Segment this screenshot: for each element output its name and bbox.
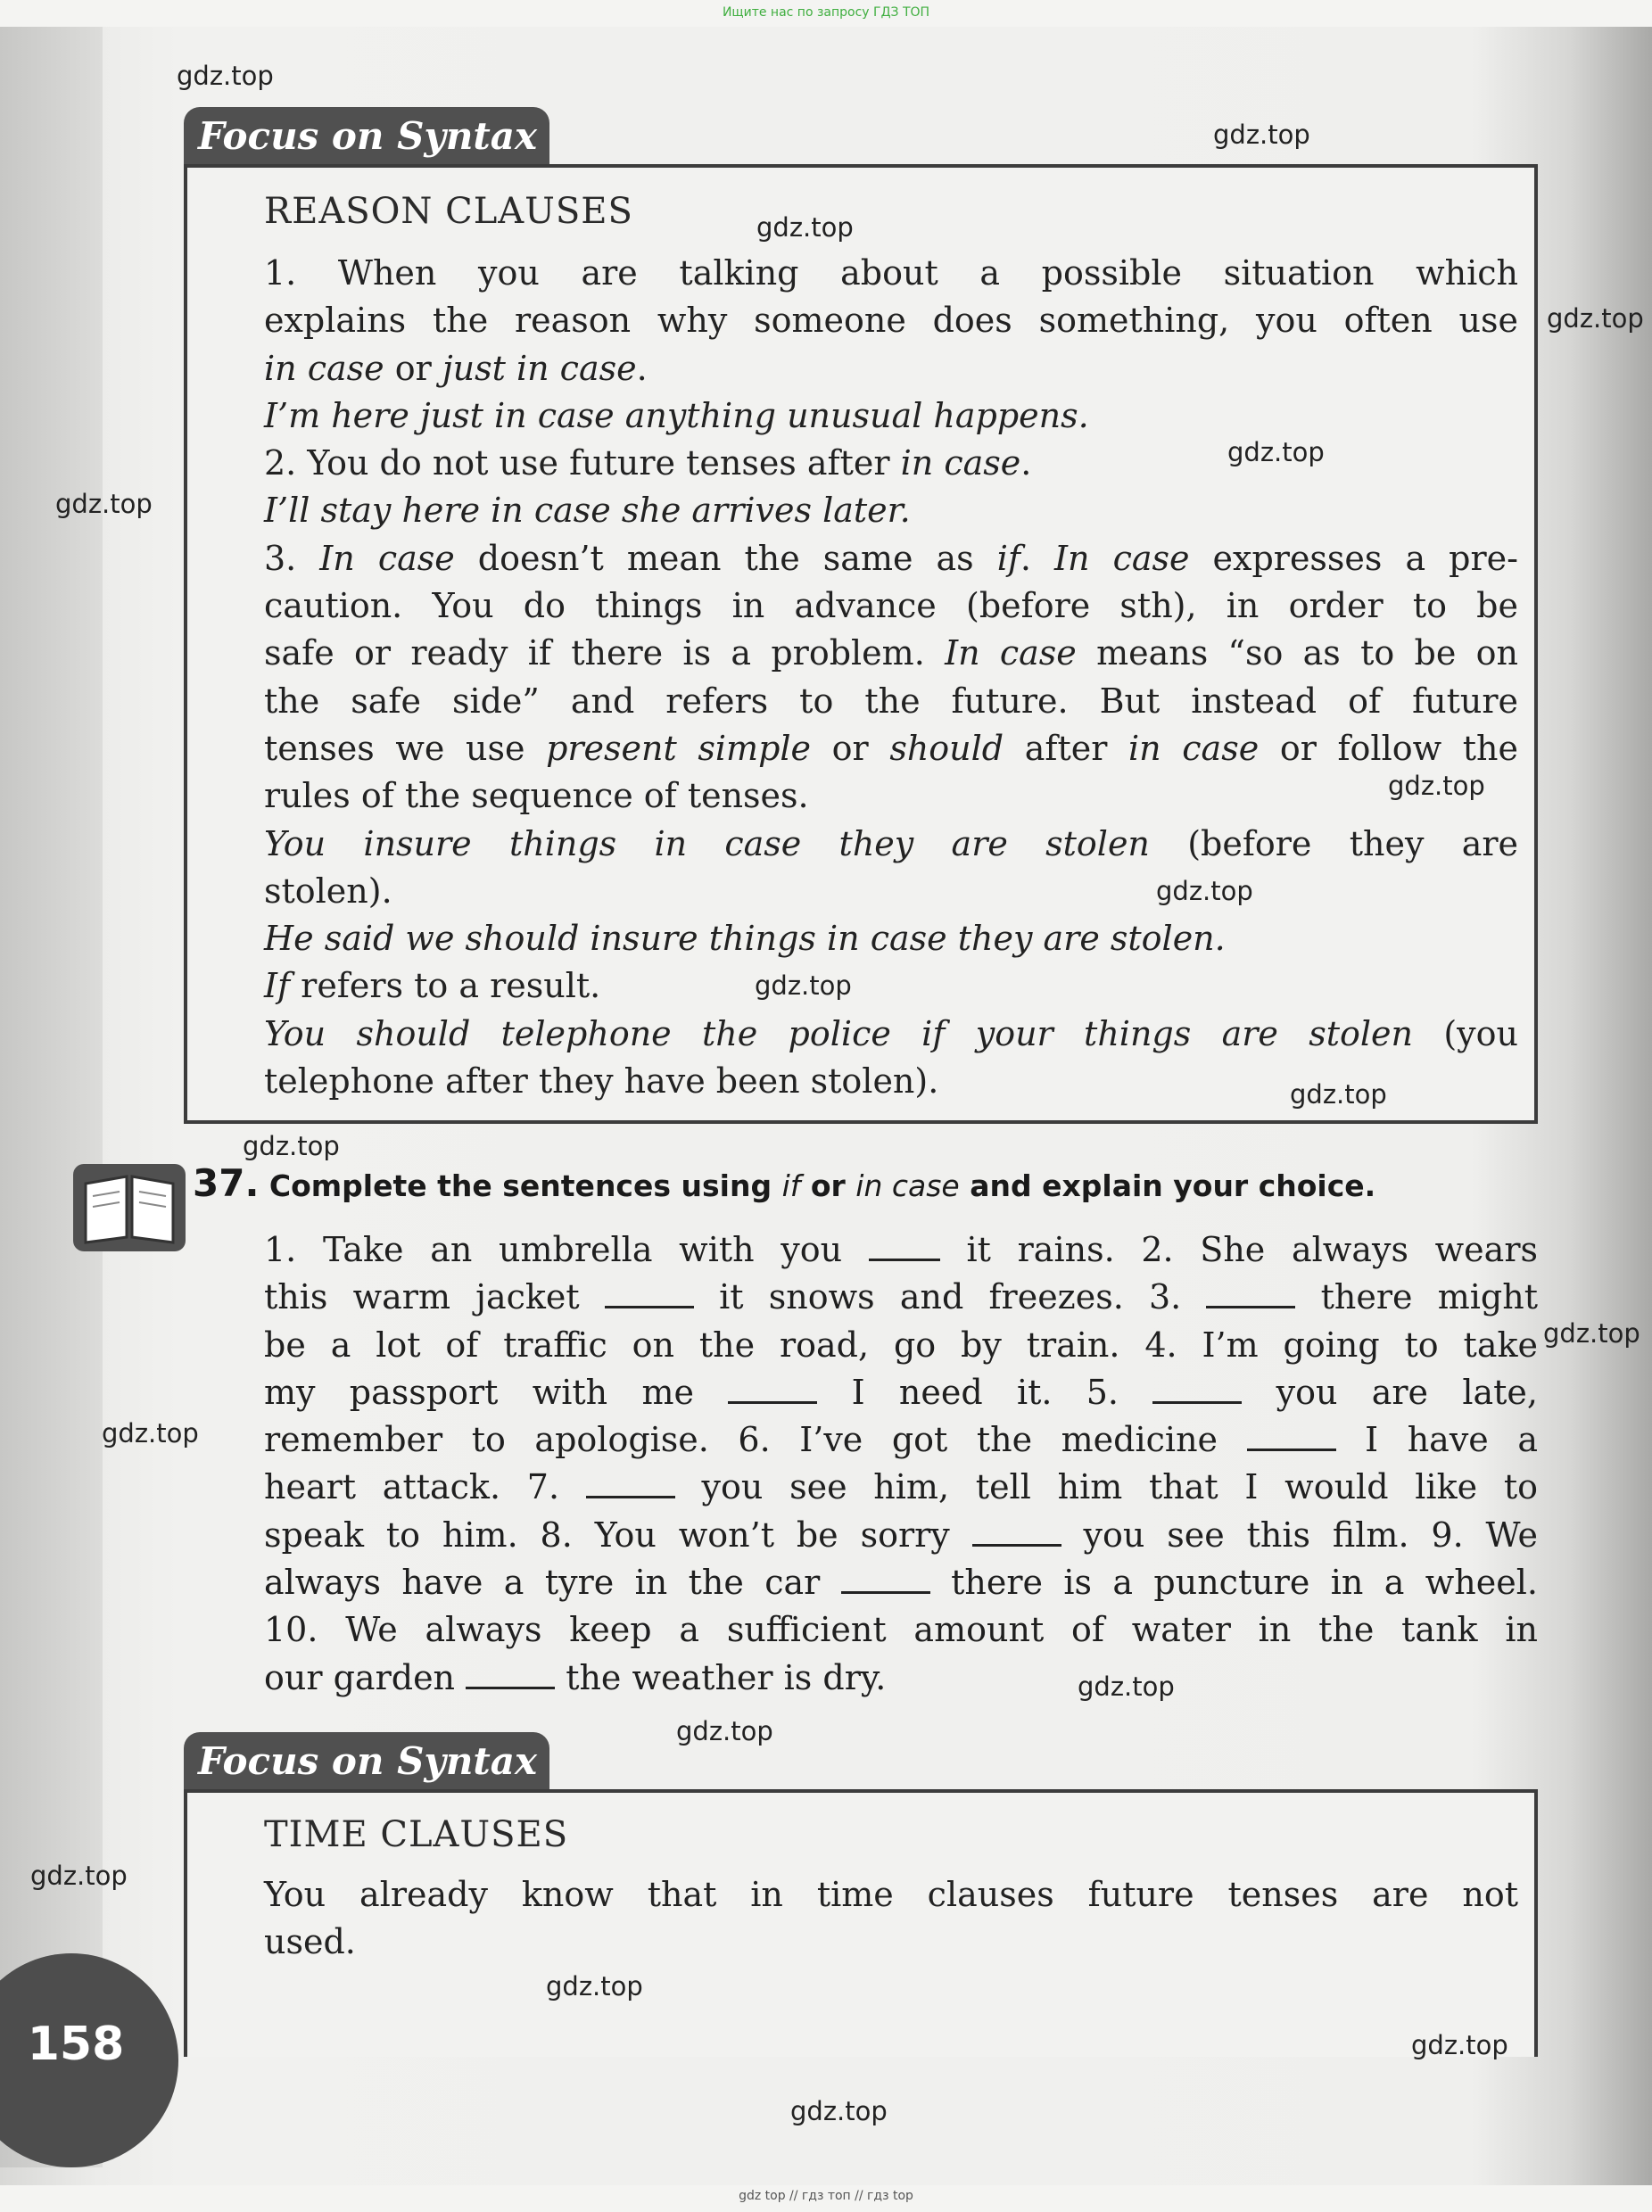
watermark: gdz.top <box>177 61 274 91</box>
text-line: If refers to a result. <box>264 966 601 1006</box>
page-number: 158 <box>27 2018 125 2071</box>
answer-blank[interactable] <box>869 1232 940 1261</box>
watermark: gdz.top <box>1156 876 1253 906</box>
text-line: tenses we use present simple or should after in case or follow the <box>264 728 1518 768</box>
text-line: telephone after they have been stolen). <box>264 1061 939 1102</box>
answer-blank[interactable] <box>466 1660 555 1689</box>
text-line: caution. You do things in advance (before sth), in order to be <box>264 586 1518 626</box>
watermark: gdz.top <box>30 1861 128 1891</box>
watermark: gdz.top <box>546 1971 643 2002</box>
watermark: gdz.top <box>1547 303 1644 334</box>
exercise-line: remember to apologise. 6. I’ve got the medicine I have a <box>264 1420 1538 1460</box>
watermark: gdz.top <box>102 1418 199 1449</box>
watermark: gdz.top <box>1388 771 1485 801</box>
watermark: gdz.top <box>1543 1318 1640 1349</box>
text-line: stolen). <box>264 871 392 911</box>
watermark: gdz.top <box>243 1131 340 1161</box>
left-margin-strip <box>0 27 103 2167</box>
example-line: I’m here just in case anything unusual happens. <box>264 395 1089 435</box>
answer-blank[interactable] <box>586 1469 675 1498</box>
text-line: rules of the sequence of tenses. <box>264 776 809 816</box>
exercise-line: always have a tyre in the car there is a puncture in a wheel. <box>264 1563 1538 1603</box>
exercise-line: our garden the weather is dry. <box>264 1657 887 1697</box>
text-line: 3. In case doesn’t mean the same as if. In case expresses a pre- <box>264 538 1518 578</box>
watermark: gdz.top <box>790 2096 888 2126</box>
focus-on-syntax-tab-2: Focus on Syntax <box>184 1732 549 1791</box>
time-clauses-text <box>264 1871 1518 1967</box>
text-line: You already know that in time clauses future tenses are not <box>264 1875 1518 1914</box>
watermark: gdz.top <box>756 212 854 243</box>
focus-on-syntax-tab: Focus on Syntax <box>184 107 549 166</box>
bottom-banner: gdz top // гдз топ // гдз top <box>739 2189 913 2203</box>
reason-clauses-text <box>264 250 1518 1105</box>
exercise-line: heart attack. 7. you see him, tell him that I would like to <box>264 1467 1538 1507</box>
exercise-number: 37. <box>193 1161 260 1205</box>
text-line: in case or just in case. <box>264 348 648 388</box>
answer-blank[interactable] <box>728 1374 817 1404</box>
example-line: You insure things in case they are stolen (before they are <box>264 823 1519 863</box>
answer-blank[interactable] <box>972 1517 1061 1547</box>
watermark: gdz.top <box>676 1716 773 1746</box>
answer-blank[interactable] <box>1206 1279 1295 1308</box>
exercise-line: 1. Take an umbrella with you it rains. 2. She always wears <box>264 1230 1538 1269</box>
reason-clauses-heading: REASON CLAUSES <box>264 191 633 232</box>
example-line: I’ll stay here in case she arrives later. <box>264 491 911 531</box>
watermark: gdz.top <box>755 970 852 1001</box>
exercise-37-heading: 37. Complete the sentences using if or in case and explain your choice. <box>193 1161 1376 1205</box>
answer-blank[interactable] <box>1247 1422 1336 1451</box>
text-line: 2. You do not use future tenses after in case. <box>264 443 1032 483</box>
watermark: gdz.top <box>1213 120 1310 150</box>
watermark: gdz.top <box>1078 1671 1175 1702</box>
exercise-line: my passport with me I need it. 5. you are late, <box>264 1372 1538 1412</box>
watermark: gdz.top <box>55 489 153 519</box>
text-line: explains the reason why someone does something, you often use <box>264 301 1518 341</box>
exercise-line: this warm jacket it snows and freezes. 3. there might <box>264 1277 1538 1317</box>
top-banner: Ищите нас по запросу ГДЗ ТОП <box>722 5 930 20</box>
book-icon <box>73 1164 186 1251</box>
watermark: gdz.top <box>1227 437 1325 467</box>
answer-blank[interactable] <box>1152 1374 1242 1404</box>
exercise-line: be a lot of traffic on the road, go by train. 4. I’m going to take <box>264 1325 1538 1365</box>
text-line: used. <box>264 1922 356 1962</box>
time-clauses-heading: TIME CLAUSES <box>264 1814 569 1855</box>
text-line: the safe side” and refers to the future. But instead of future <box>264 681 1518 721</box>
exercise-37-text <box>264 1226 1538 1702</box>
watermark: gdz.top <box>1290 1079 1387 1110</box>
text-line: safe or ready if there is a problem. In case means “so as to be on <box>264 633 1518 673</box>
exercise-line: 10. We always keep a sufficient amount of water in the tank in <box>264 1610 1538 1650</box>
answer-blank[interactable] <box>605 1279 694 1308</box>
example-line: He said we should insure things in case they are stolen. <box>264 919 1226 959</box>
example-line: You should telephone the police if your things are stolen (you <box>264 1013 1518 1053</box>
text-line: 1. When you are talking about a possible situation which <box>264 253 1518 293</box>
answer-blank[interactable] <box>841 1564 930 1594</box>
watermark: gdz.top <box>1411 2030 1508 2060</box>
exercise-line: speak to him. 8. You won’t be sorry you see this film. 9. We <box>264 1515 1539 1555</box>
